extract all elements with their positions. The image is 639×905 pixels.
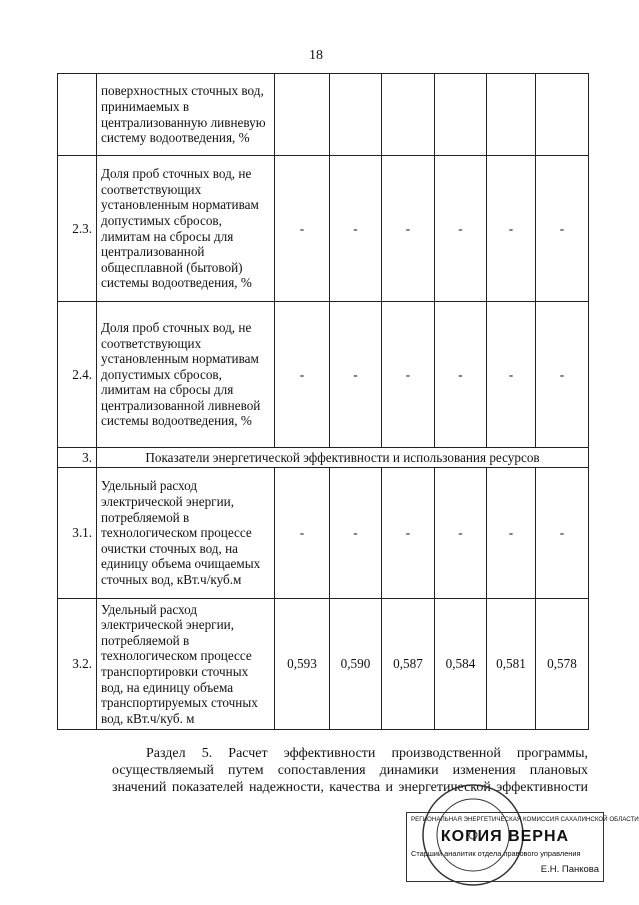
table-row [58, 156, 589, 302]
table-row [58, 74, 589, 156]
value-cell: 0,584 [435, 599, 487, 730]
row-number: 3.1. [58, 468, 97, 599]
row-description: Доля проб сточных вод, не соответствующих установленным нормативам допустимых сбросов, лимитам на сбросы для централизованной ливневой системы водоотведения, % [97, 302, 275, 448]
value-cell: 0,581 [487, 599, 536, 730]
value-cell: - [536, 156, 589, 302]
value-cell: - [487, 468, 536, 599]
value-cell: - [487, 302, 536, 448]
stamp-signatory: Е.Н. Панкова [540, 864, 599, 875]
value-cell: - [435, 468, 487, 599]
value-cell: - [487, 156, 536, 302]
value-cell [435, 74, 487, 156]
row-description: поверхностных сточных вод, принимаемых в централизованную ливневую систему водоотведения, % [97, 74, 275, 156]
page-number: 18 [309, 48, 323, 63]
value-cell [275, 74, 330, 156]
row-number [58, 74, 97, 156]
indicators-table [57, 73, 589, 730]
value-cell: - [382, 302, 435, 448]
value-cell: 0,590 [330, 599, 382, 730]
section-row [58, 448, 589, 468]
stamp-organization: РЕГИОНАЛЬНАЯ ЭНЕРГЕТИЧЕСКАЯ КОМИССИЯ САХАЛИНСКОЙ ОБЛАСТИ [411, 816, 639, 823]
stamp-title: КОПИЯ ВЕРНА [440, 828, 570, 845]
value-cell: - [330, 302, 382, 448]
value-cell: - [330, 156, 382, 302]
row-number: 2.4. [58, 302, 97, 448]
row-number: 2.3. [58, 156, 97, 302]
table-row [58, 302, 589, 448]
value-cell: - [275, 156, 330, 302]
row-description: Доля проб сточных вод, не соответствующих установленным нормативам допустимых сбросов, лимитам на сбросы для централизованной общесплавной (бытовой) системы водоотведения, % [97, 156, 275, 302]
section-5-paragraph [112, 745, 588, 796]
value-cell: - [382, 156, 435, 302]
paragraph-line: осуществляемый путем сопоставления динамики изменения плановых [112, 763, 588, 778]
section-number: 3. [58, 448, 97, 468]
value-cell [487, 74, 536, 156]
value-cell [330, 74, 382, 156]
row-description: Удельный расход электрической энергии, потребляемой в технологическом процессе транспортировки сточных вод, на единицу объема транспортируемых сточных вод, кВт.ч/куб. м [97, 599, 275, 730]
value-cell: 0,578 [536, 599, 589, 730]
table-row [58, 468, 589, 599]
value-cell: - [435, 156, 487, 302]
value-cell: 0,593 [275, 599, 330, 730]
row-number: 3.2. [58, 599, 97, 730]
value-cell: - [382, 468, 435, 599]
value-cell: - [435, 302, 487, 448]
certified-copy-stamp [406, 812, 639, 882]
row-description: Удельный расход электрической энергии, потребляемой в технологическом процессе очистки сточных вод, на единицу объема очищаемых сточных вод, кВт.ч/куб.м [97, 468, 275, 599]
stamp-position: Старший аналитик отдела правового управления [411, 849, 581, 858]
value-cell [536, 74, 589, 156]
value-cell: - [330, 468, 382, 599]
paragraph-line: Раздел 5. Расчет эффективности производственной программы, [146, 746, 588, 761]
value-cell: - [275, 302, 330, 448]
section-title: Показатели энергетической эффективности и использования ресурсов [97, 448, 589, 468]
value-cell [382, 74, 435, 156]
value-cell: 0,587 [382, 599, 435, 730]
table-row [58, 599, 589, 730]
value-cell: - [536, 468, 589, 599]
value-cell: - [536, 302, 589, 448]
value-cell: - [275, 468, 330, 599]
paragraph-line: значений показателей надежности, качества и энергетической эффективности [112, 780, 588, 795]
